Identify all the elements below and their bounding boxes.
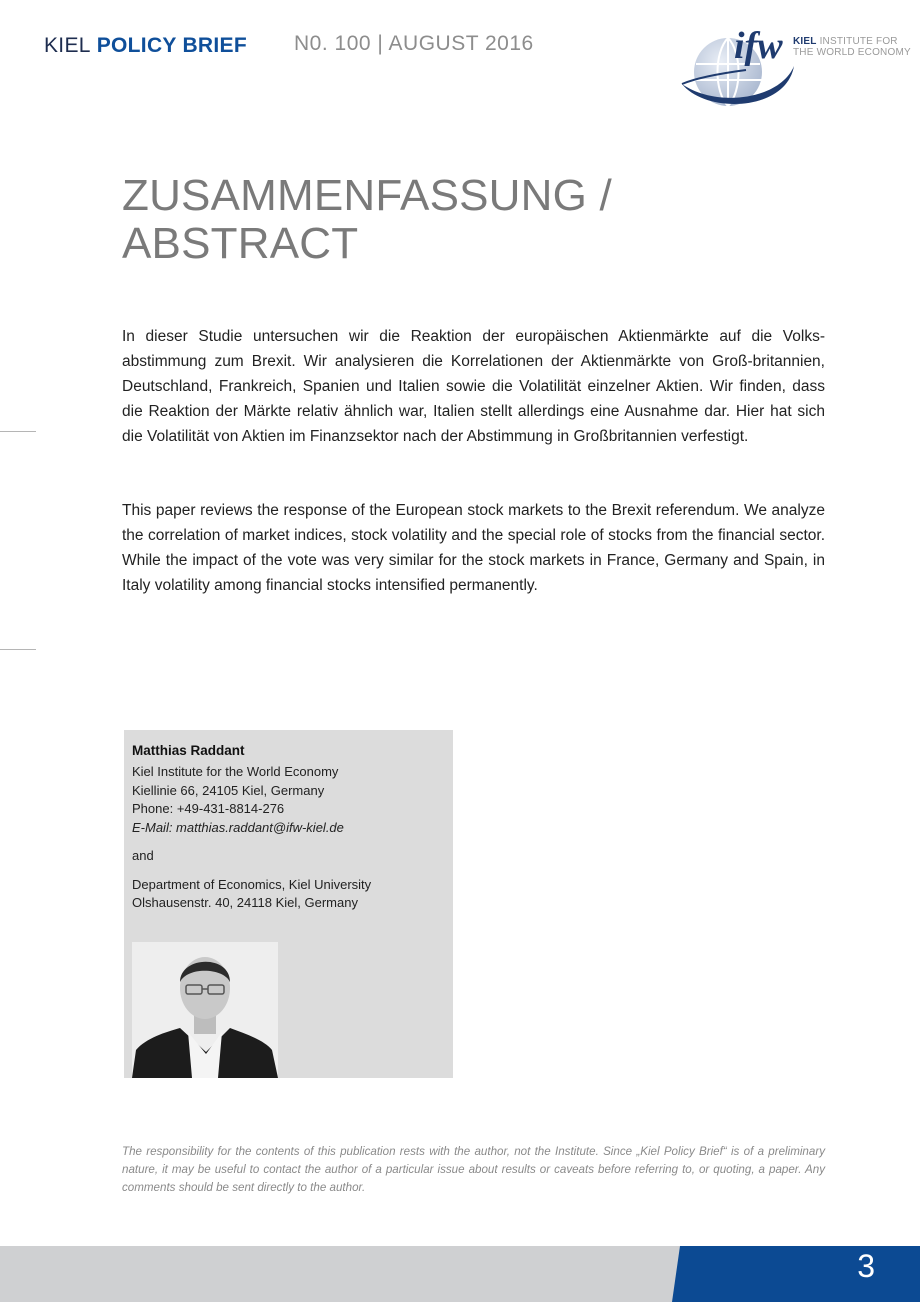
- title-line-2: ABSTRACT: [122, 219, 359, 268]
- series-title-light: KIEL: [44, 34, 91, 57]
- page-title: [122, 172, 612, 268]
- issue-info: N0. 100 | AUGUST 2016: [294, 32, 534, 55]
- logo-text-line2: THE WORLD ECONOMY: [793, 47, 911, 58]
- series-title: [44, 34, 247, 58]
- author-affiliation-1: Kiel Institute for the World Economy: [132, 764, 339, 779]
- margin-rule-bottom: [0, 649, 36, 650]
- author-affiliation-2: Department of Economics, Kiel University: [132, 876, 372, 892]
- disclaimer-text: The responsibility for the contents of this publication rests with the author, not the Institute. Since „Kiel Policy Brief“ is of a preliminary nature, it may be useful to contact the author of a particular issue about results or caveats before referring to, or quoting, a paper. Any comments should be sent directly to the author.: [122, 1145, 825, 1194]
- series-title-bold: POLICY BRIEF: [96, 34, 247, 57]
- author-name: Matthias Raddant: [132, 743, 245, 758]
- author-phone: Phone: +49-431-8814-276: [132, 801, 285, 816]
- author-contact: [132, 763, 371, 913]
- abstract-english: This paper reviews the response of the European stock markets to the Brexit referendum. We analyze the correlation of market indices, stock volatility and the special role of stocks from the financial sector. While the impact of the vote was very similar for the stock markets in France, Germany and Spain, in Italy volatility among financial stocks intensified permanently.: [122, 502, 825, 594]
- logo-text-bold: KIEL: [793, 36, 817, 47]
- author-photo: [132, 942, 278, 1078]
- page-number: 3: [857, 1248, 875, 1284]
- margin-rule-top: [0, 431, 36, 432]
- logo-text-line1: INSTITUTE FOR: [819, 36, 898, 47]
- title-line-1: ZUSAMMENFASSUNG /: [122, 171, 612, 220]
- author-email[interactable]: E-Mail: matthias.raddant@ifw-kiel.de: [132, 819, 344, 835]
- footer-accent: [672, 1246, 920, 1302]
- logo-mark: ifw: [734, 25, 783, 67]
- author-address-1: Kiellinie 66, 24105 Kiel, Germany: [132, 782, 325, 798]
- author-address-2: Olshausenstr. 40, 24118 Kiel, Germany: [132, 895, 358, 910]
- author-info-box: [124, 730, 453, 1078]
- logo-institute-name: [793, 36, 911, 58]
- author-and: and: [132, 848, 154, 863]
- abstract-german: In dieser Studie untersuchen wir die Reaktion der europäischen Aktienmärkte auf die Volks-abstimmung zum Brexit. Wir analysieren die Korrelationen der Aktienmärkte von Groß-britannien, Deutschland, Frankreich, Spanien und Italien sowie die Volatilität einzelner Aktien. Wir finden, dass die Reaktion der Märkte relativ ähnlich war, Italien stellt allerdings eine Ausnahme dar. Hier hat sich die Volatilität von Aktien im Finanzsektor nach der Abstimmung in Großbritannien verfestigt.: [122, 328, 825, 445]
